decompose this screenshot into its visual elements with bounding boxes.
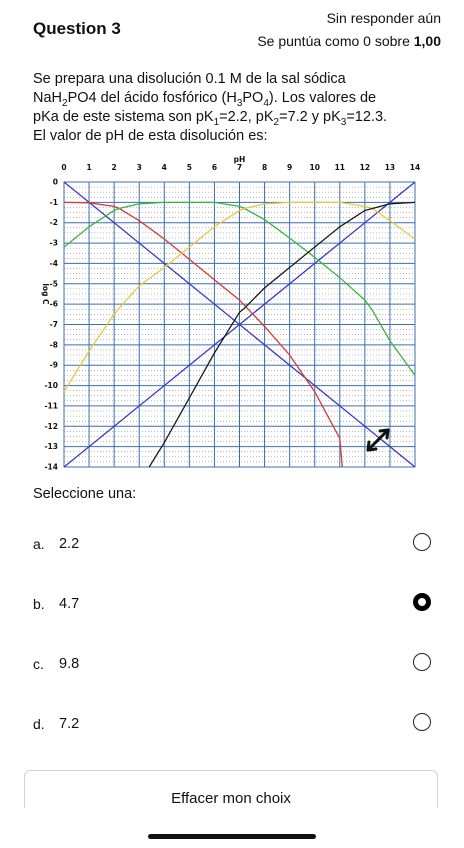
y-tick-label: -1 <box>49 197 58 207</box>
answer-option-d[interactable] <box>33 711 438 739</box>
clear-choice-button[interactable]: Effacer mon choix <box>24 770 438 830</box>
question-grade <box>257 33 441 49</box>
x-tick-label: 4 <box>161 163 167 172</box>
answer-option-c[interactable] <box>33 651 438 679</box>
stem-line: El valor de pH de esta disolución es: <box>33 128 268 144</box>
stem-line: Se prepara una disolución 0.1 M de la sal sódica <box>33 71 346 87</box>
y-tick-label: -4 <box>49 258 58 268</box>
y-tick-label: -5 <box>49 279 58 289</box>
x-tick-label: 8 <box>261 163 268 172</box>
x-tick-label: 11 <box>334 163 346 172</box>
y-tick-label: 0 <box>52 177 58 187</box>
y-tick-label: -2 <box>49 218 58 228</box>
y-axis-label: log C <box>41 283 50 305</box>
y-tick-label: -11 <box>44 401 58 411</box>
stem-line: NaH$_2$PO4 del ácido fosfórico $(H_3PO_4)$. Los valores de <box>33 90 377 109</box>
x-tick-label: 6 <box>211 163 218 172</box>
option-letter: a. <box>33 536 45 552</box>
option-letter: c. <box>33 656 44 672</box>
question-stem <box>33 70 445 146</box>
answer-option-b[interactable] <box>33 591 438 619</box>
x-tick-label: 7 <box>236 163 243 172</box>
x-tick-label: 3 <box>136 163 142 172</box>
x-tick-label: 14 <box>409 163 421 172</box>
radio-button[interactable] <box>413 713 431 731</box>
grade-value: 1,00 <box>413 33 441 49</box>
option-value: 2.2 <box>59 536 80 552</box>
x-tick-label: 2 <box>111 163 117 172</box>
y-tick-label: -3 <box>49 238 58 248</box>
y-tick-label: -14 <box>44 462 58 470</box>
answer-prompt: Seleccione una: <box>33 486 137 502</box>
answer-option-a[interactable] <box>33 531 438 559</box>
radio-button[interactable] <box>413 533 431 551</box>
stem-line: pKa de este sistema son $pK_1=2.2$, $pK_2=7.2$ y $pK_3=12.3$. <box>33 109 388 128</box>
option-value: 4.7 <box>59 596 80 612</box>
x-tick-label: 5 <box>186 163 192 172</box>
y-tick-label: -9 <box>49 360 58 370</box>
bottom-fade <box>0 808 464 848</box>
question-title: Question 3 <box>33 19 121 38</box>
log-concentration-chart <box>33 152 428 470</box>
radio-button[interactable] <box>413 653 431 671</box>
option-value: 9.8 <box>59 656 80 672</box>
x-tick-label: 1 <box>86 163 92 172</box>
y-tick-label: -8 <box>49 340 58 350</box>
option-letter: d. <box>33 716 45 732</box>
x-tick-label: 13 <box>384 163 396 172</box>
y-tick-label: -12 <box>44 421 58 431</box>
y-tick-label: -7 <box>49 320 58 329</box>
y-tick-label: -10 <box>44 381 58 391</box>
home-indicator <box>148 834 316 839</box>
radio-button[interactable] <box>413 593 431 611</box>
option-value: 7.2 <box>59 716 80 732</box>
x-axis-label: pH <box>233 155 246 164</box>
question-status: Sin responder aún <box>326 10 441 26</box>
y-tick-label: -6 <box>49 299 58 309</box>
x-tick-label: 9 <box>287 163 293 172</box>
grade-prefix: Se puntúa como 0 sobre <box>257 33 410 49</box>
x-tick-label: 12 <box>359 163 371 172</box>
y-tick-label: -13 <box>44 442 58 452</box>
option-letter: b. <box>33 596 45 612</box>
x-tick-label: 10 <box>309 163 320 172</box>
x-tick-label: 0 <box>61 163 67 172</box>
